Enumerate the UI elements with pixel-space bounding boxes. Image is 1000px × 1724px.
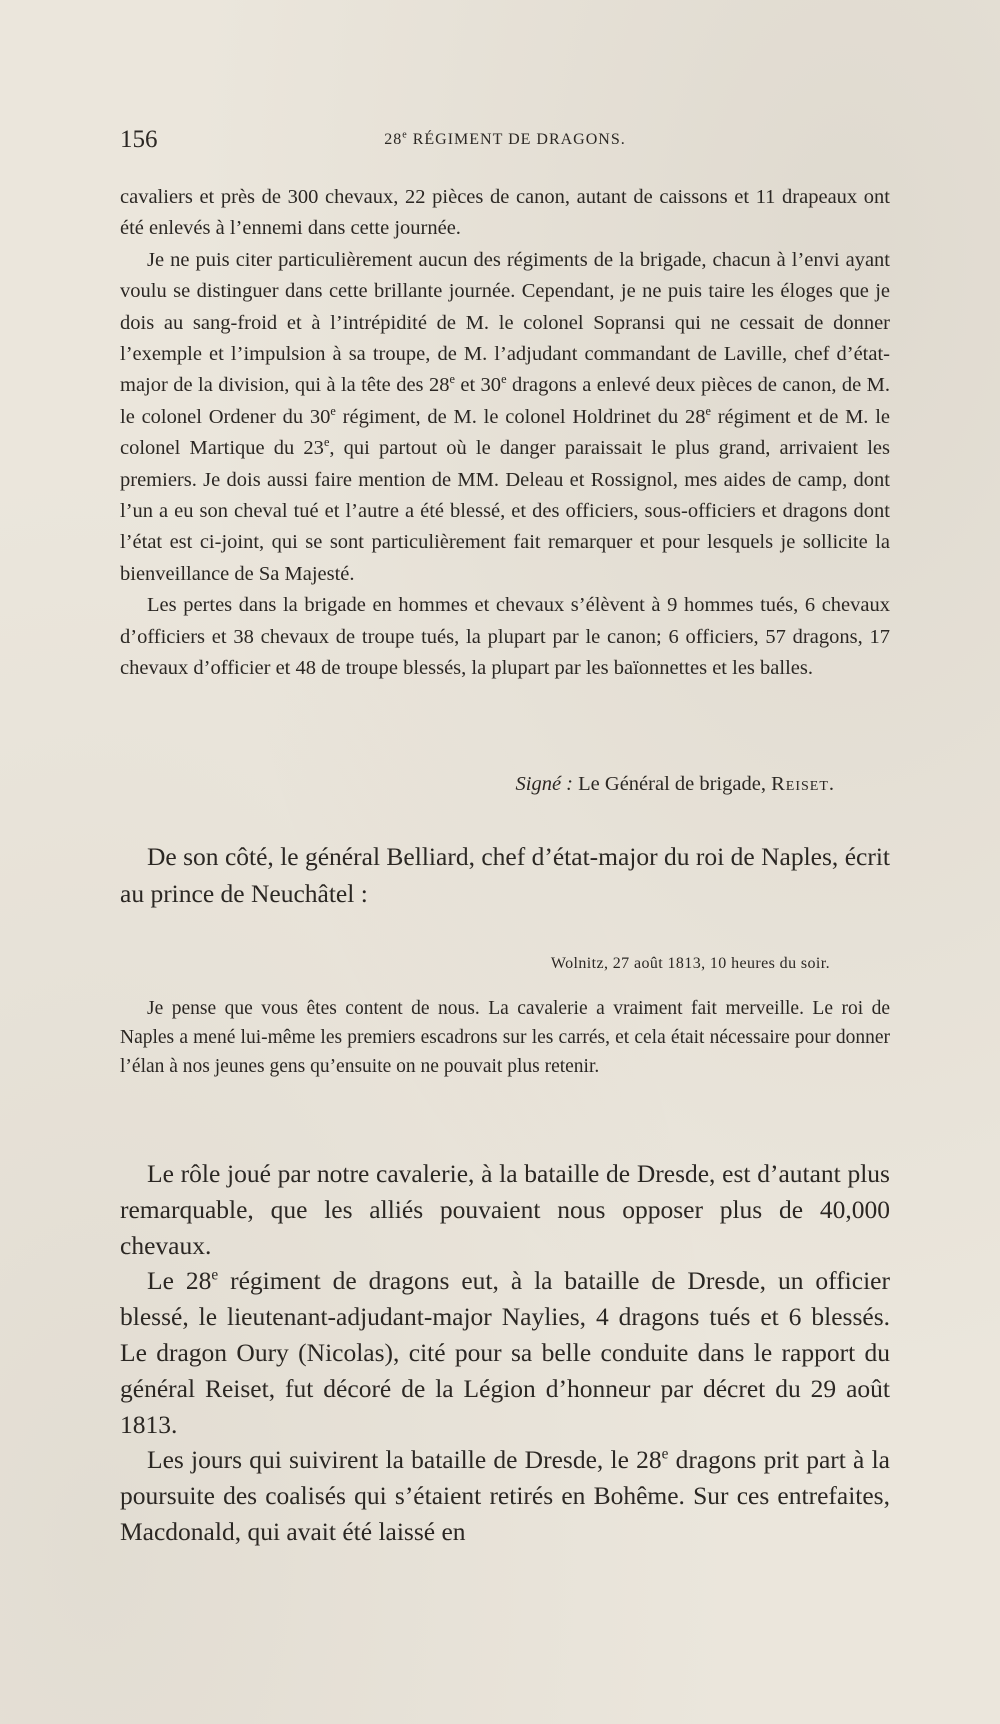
narrative-paragraph-1: Le rôle joué par notre cavalerie, à la bataille de Dresde, est d’autant plus remarquable, que les alliés pouvaient nous opposer plus de 40,000 chevaux. — [120, 1159, 890, 1260]
narrative-p2-sup: e — [211, 1266, 219, 1284]
report-signature — [516, 773, 835, 796]
report-p2-sup-4: e — [705, 404, 711, 419]
report-p2-part-a: Je ne puis citer particulièrement aucun des régiments de la brigade, chacun à l’envi ayant voulu se distinguer dans cette brillante journée. Cependant, je ne puis taire les éloges que je dois au sang-froid et à l’intrépidité de M. le colonel Sopransi qui ne cessait de donner l’exemple et l’impulsion à sa troupe, de M. l’adjudant commandant de Laville, chef d’état-major de la division, qui à la tête des 28 — [120, 248, 890, 397]
narrative-p2-part-b: régiment de dragons eut, à la bataille de Dresde, un officier blessé, le lieutenant-adjudant-major Naylies, 4 dragons tués et 6 blessés. Le dragon Oury (Nicolas), cité pour sa belle conduite dans le rapport du général Reiset, fut décoré de la Légion d’honneur par décret du 29 août 1813. — [120, 1266, 890, 1439]
narrative-main — [120, 1156, 890, 1550]
report-p2-part-d: régiment, de M. le colonel Holdrinet du 28 — [335, 405, 706, 428]
letter-paragraph: Je pense que vous êtes content de nous. La cavalerie a vraiment fait merveille. Le roi de Naples a mené lui-même les premiers escadrons sur les carrés, et cela était nécessaire pour donner l’élan à nos jeunes gens qu’ensuite on ne pouvait plus retenir. — [120, 998, 890, 1077]
narrative-p2-part-a: Le 28 — [147, 1266, 212, 1296]
signature-text: Le Général de brigade, — [573, 773, 772, 795]
signature-label: Signé : — [515, 773, 574, 795]
report-p2-part-c: dragons a enlevé deux pièces de canon, de M. le colonel Ordener du 30 — [120, 374, 891, 428]
report-p2-sup-5: e — [323, 435, 330, 450]
report-p2-sup-1: e — [449, 372, 455, 387]
running-head-superscript: e — [402, 129, 408, 141]
narrative-p3-part-b: dragons prit part à la poursuite des coalisés qui s’étaient retirés en Bohême. Sur ces entrefaites, Macdonald, qui avait été laissé en — [120, 1445, 890, 1546]
report-paragraph-2 — [120, 245, 890, 590]
narrative-paragraph-2 — [120, 1263, 890, 1442]
narrative-p3-part-a: Les jours qui suivirent la bataille de Dresde, le 28 — [147, 1445, 662, 1475]
narrative-intro — [120, 838, 890, 912]
narrative-p3-sup: e — [661, 1445, 669, 1463]
letter-dateline: Wolnitz, 27 août 1813, 10 heures du soir. — [550, 955, 830, 972]
report-p2-part-f: , qui partout où le danger paraissait le plus grand, arrivaient les premiers. Je dois aussi faire mention de MM. Deleau et Rossignol, mes aides de camp, dont l’un a eu son cheval tué et l’autre a été blessé, et des officiers, sous-officiers et dragons dont l’état est ci-joint, qui se sont particulièrement fait remarquer et pour lesquels je sollicite la bienveillance de Sa Majesté. — [120, 437, 891, 585]
quoted-letter — [120, 994, 890, 1081]
report-p2-sup-3: e — [330, 404, 336, 419]
narrative-paragraph-3 — [120, 1442, 890, 1549]
quoted-report — [120, 182, 890, 685]
running-head-title: RÉGIMENT DE DRAGONS. — [407, 131, 626, 148]
page-header — [120, 126, 890, 160]
page-number: 156 — [120, 126, 158, 153]
report-p2-part-e: régiment et de M. le colonel Martique du 23 — [120, 405, 890, 460]
report-paragraph-3: Les pertes dans la brigade en hommes et chevaux s’élèvent à 9 hommes tués, 6 chevaux d’officiers et 38 chevaux de troupe tués, la plupart par le canon; 6 officiers, 57 dragons, 17 chevaux d’officier et 48 de troupe blessés, la plupart par les baïonnettes et les balles. — [120, 594, 890, 680]
running-head-ordinal: 28 — [384, 131, 403, 148]
report-p2-sup-2: e — [501, 372, 507, 387]
signature-name: Reiset. — [771, 773, 835, 795]
report-paragraph-1: cavaliers et près de 300 chevaux, 22 pièces de canon, autant de caissons et 11 drapeaux ont été enlevés à l’ennemi dans cette journée. — [120, 186, 890, 240]
running-head — [240, 131, 770, 149]
narrative-intro-paragraph: De son côté, le général Belliard, chef d’état-major du roi de Naples, écrit au prince de Neuchâtel : — [120, 842, 890, 908]
report-p2-part-b: et 30 — [454, 374, 502, 397]
